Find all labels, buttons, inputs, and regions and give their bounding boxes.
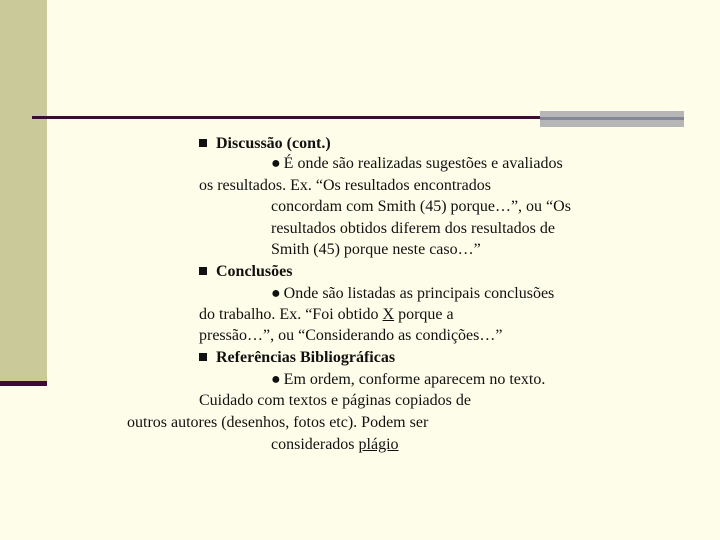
square-bullet-icon (199, 139, 207, 147)
discussao-text-line-5: Smith (45) porque neste caso…” (271, 241, 481, 258)
discussao-text-line-3: concordam com Smith (45) porque…”, ou “Os (271, 198, 571, 215)
section-heading-conclusoes: Conclusões (199, 262, 292, 282)
round-bullet-icon: ● (271, 155, 281, 172)
square-bullet-icon (199, 267, 207, 275)
referencias-text-line-2: Cuidado com textos e páginas copiados de (199, 392, 471, 409)
section-heading-discussao: Discussão (cont.) (199, 134, 331, 154)
round-bullet-icon: ● (271, 285, 281, 302)
discussao-text-line-4: resultados obtidos diferem dos resultados de (271, 220, 555, 237)
divider-gray-line (540, 117, 684, 120)
left-decorative-band (0, 0, 47, 383)
square-bullet-icon (199, 353, 207, 361)
section-heading-referencias: Referências Bibliográficas (199, 348, 395, 368)
title-divider-line (32, 116, 540, 119)
referencias-text-line-3: outros autores (desenhos, fotos etc). Podem ser (127, 414, 429, 431)
underlined-plagio: plágio (358, 436, 399, 453)
conclusoes-text-line-1: ● Onde são listadas as principais conclusões (271, 285, 555, 302)
round-bullet-icon: ● (271, 371, 281, 388)
discussao-text-line-2: os resultados. Ex. “Os resultados encontrados (199, 177, 491, 194)
underlined-x: X (382, 306, 395, 323)
conclusoes-text-line-2: do trabalho. Ex. “Foi obtido X porque a (199, 306, 454, 323)
left-band-accent-line (0, 381, 47, 386)
referencias-text-line-1: ● Em ordem, conforme aparecem no texto. (271, 371, 546, 388)
referencias-text-line-4: considerados plágio (271, 436, 399, 453)
discussao-text-line-1: ● É onde são realizadas sugestões e avaliados (271, 155, 563, 172)
conclusoes-text-line-3: pressão…”, ou “Considerando as condições…” (199, 327, 503, 344)
